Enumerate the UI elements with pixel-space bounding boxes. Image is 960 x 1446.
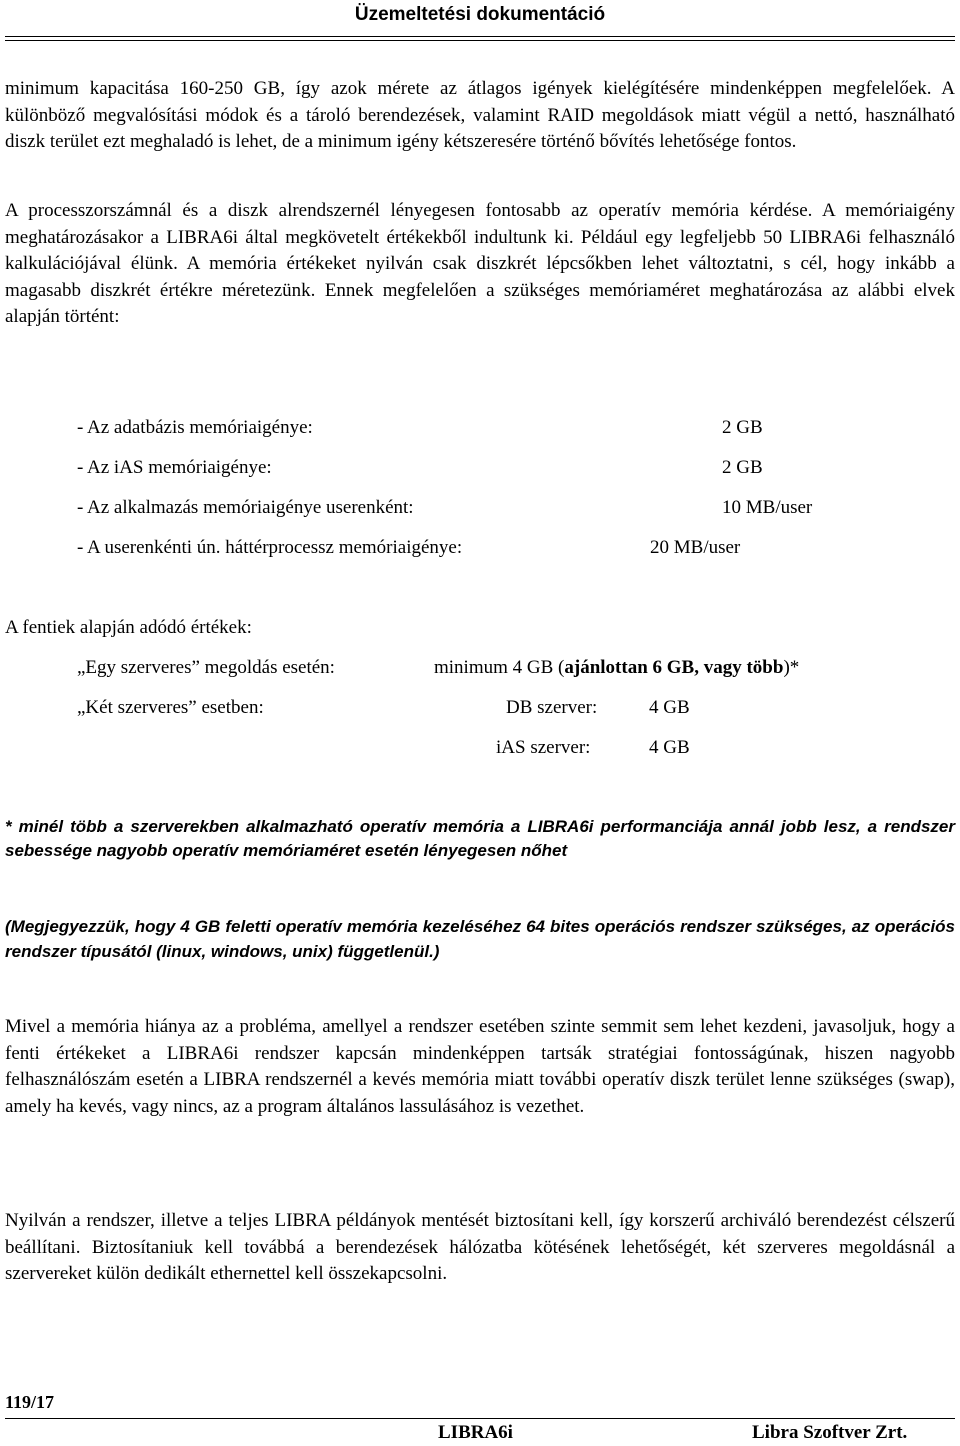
db-server-value: 4 GB: [649, 697, 690, 718]
page-number: 119/17: [5, 1392, 55, 1412]
ias-server-label: iAS szerver:: [496, 737, 591, 758]
memory-item-label: - Az iAS memóriaigénye:: [77, 457, 272, 478]
db-server-label: DB szerver:: [506, 697, 598, 718]
remark-64bit: (Megjegyezzük, hogy 4 GB feletti operatív memória kezeléséhez 64 bites operációs rendszer szükséges, az operációs rendszer típusától (linux, windows, unix) függetlenül.): [5, 917, 955, 961]
memory-item-label: - Az alkalmazás memóriaigénye userenként:: [77, 497, 414, 518]
memory-item-value: 10 MB/user: [722, 497, 813, 518]
footer-rule: [5, 1418, 955, 1419]
memory-item-label: - Az adatbázis memóriaigénye:: [77, 417, 313, 438]
memory-item-value: 20 MB/user: [650, 537, 741, 558]
paragraph-disk-capacity: minimum kapacitása 160-250 GB, így azok mérete az átlagos igények kielégítésére mindenképpen megfelelőek. A különböző megvalósítási módok és a tároló berendezések, valamint RAID megoldások miatt végül a nettó, használható diszk terület ezt meghaladó is lehet, de a minimum igény kétszeresére történő bővítés lehetősége fontos.: [5, 78, 955, 152]
one-server-value: [434, 656, 799, 680]
one-server-label: „Egy szerveres” megoldás esetén:: [77, 657, 335, 678]
memory-item-value: 2 GB: [722, 417, 763, 438]
ias-server-value: 4 GB: [649, 737, 690, 758]
one-server-value-suffix: )*: [783, 657, 800, 678]
footnote-memory: * minél több a szerverekben alkalmazható operatív memória a LIBRA6i performanciája annál jobb lesz, a rendszer sebessége nagyobb operatív memóriaméret esetén lényegesen nőhet: [5, 817, 955, 860]
memory-item-value: 2 GB: [722, 457, 763, 478]
paragraph-memory-importance: Mivel a memória hiánya az a probléma, amellyel a rendszer esetében szinte semmit sem lehet kezdeni, javasoljuk, hogy a fenti értékeket a LIBRA6i rendszer kapcsán mindenképpen tartsák stratégiai fontosságúnak, hiszen nagyobb felhasználószám esetén a LIBRA rendszernél a kevés memória miatt további operatív diszk terület lenne szükséges (swap), amely ha kevés, vagy nincs, az a program általános lassulásához is vezethet.: [5, 1016, 955, 1117]
paragraph-backup: Nyilván a rendszer, illetve a teljes LIBRA példányok mentését biztosítani kell, így korszerű archiváló berendezést célszerű beállítani. Biztosítaniuk kell továbbá a berendezések hálózatba kötésének lehetőségét, két szerveres megoldásnál a szervereket külön dedikált ethernettel kell összekapcsolni.: [5, 1210, 955, 1284]
results-intro: A fentiek alapján adódó értékek:: [5, 617, 252, 638]
memory-item-label: - A userenkénti ún. háttérprocessz memóriaigénye:: [77, 537, 463, 558]
footer-company: Libra Szoftver Zrt.: [752, 1422, 908, 1443]
one-server-recommended: ajánlottan 6 GB, vagy több: [564, 657, 784, 678]
header-rule: [5, 36, 955, 37]
page-header-title: Üzemeltetési dokumentáció: [354, 4, 606, 25]
footer-product: LIBRA6i: [438, 1422, 513, 1443]
two-server-label: „Két szerveres” esetben:: [77, 697, 264, 718]
paragraph-memory-intro: A processzorszámnál és a diszk alrendszernél lényegesen fontosabb az operatív memória kérdése. A memóriaigény meghatározásakor a LIBRA6i által megkövetelt értékekből indultunk ki. Például egy legfeljebb 50 LIBRA6i felhasználó kalkulációjával élünk. A memória értékeket nyilván csak diszkrét lépcsőkben lehet változtatni, s cél, hogy inkább a magasabb diszkrét értékre méretezünk. Ennek megfelelően a szükséges memóriaméret meghatározása az alábbi elvek alapján történt:: [5, 200, 955, 327]
header-rule-thin: [5, 40, 955, 41]
one-server-value-prefix: minimum 4 GB (: [434, 657, 565, 678]
